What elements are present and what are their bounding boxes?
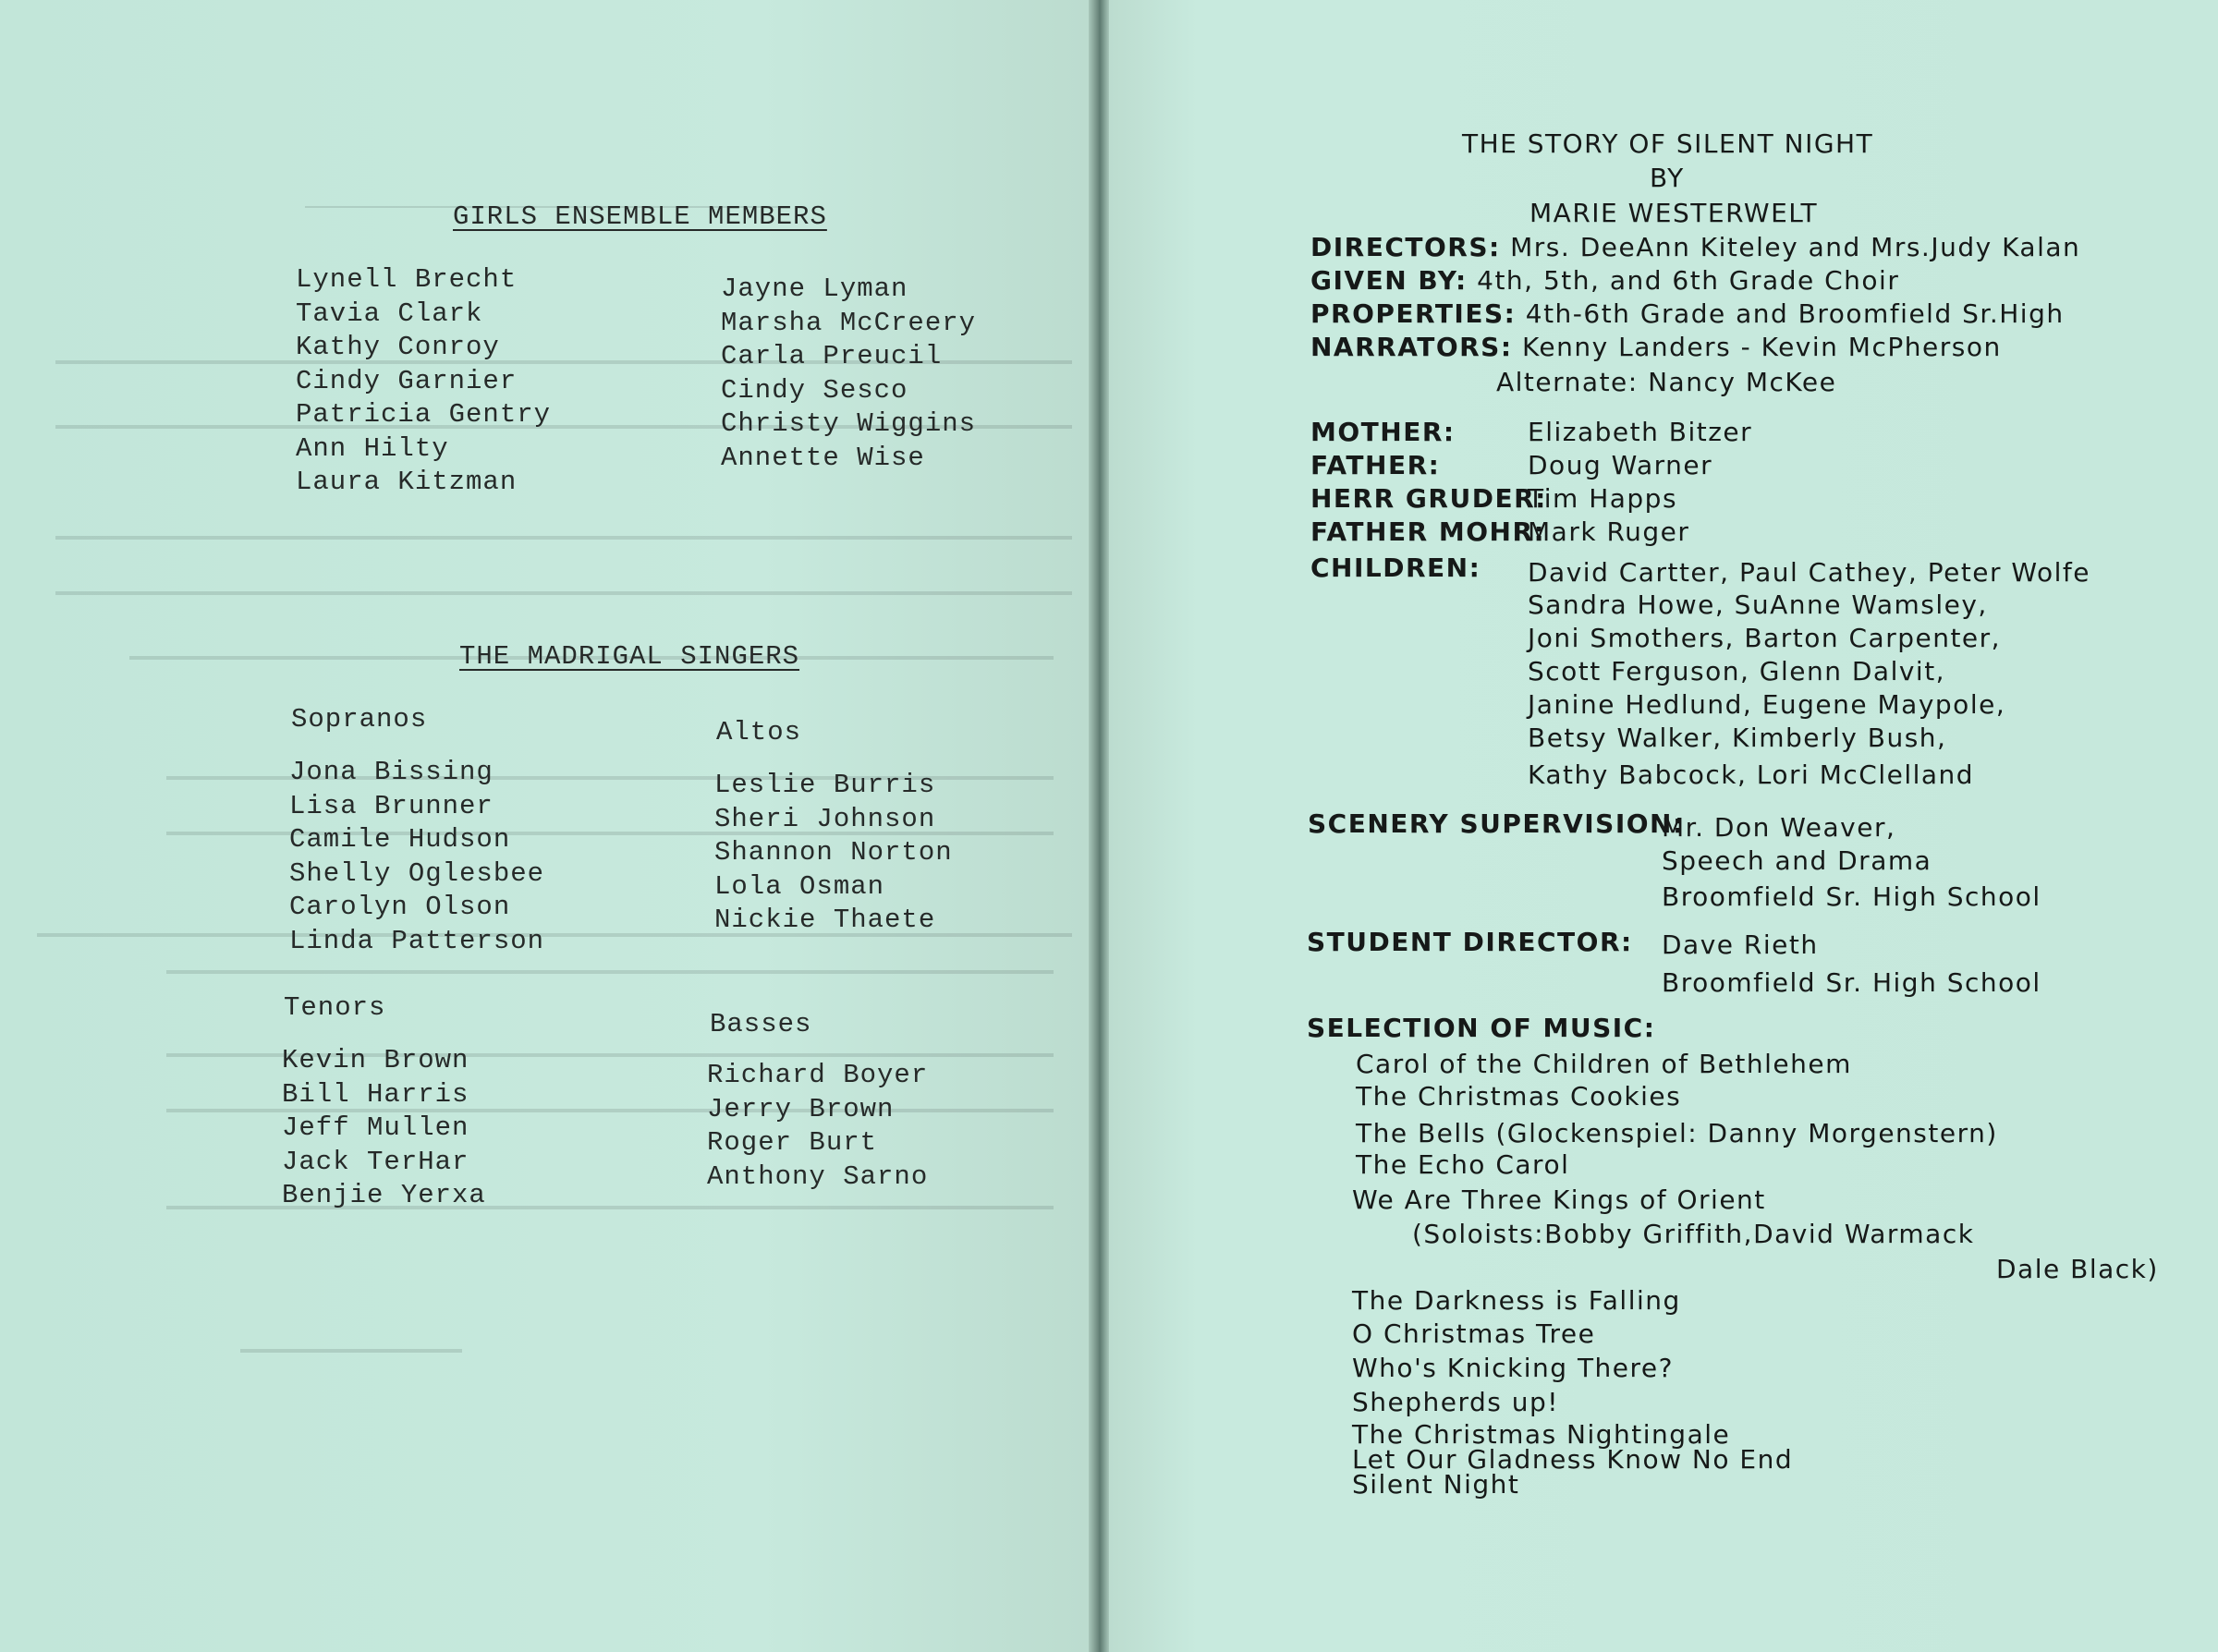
credit-properties <box>1310 298 2065 331</box>
credit-value: Mrs. DeeAnn Kiteley and Mrs.Judy Kalan <box>1510 232 2081 262</box>
girls-ensemble-heading: GIRLS ENSEMBLE MEMBERS <box>453 201 827 232</box>
music-item: The Bells (Glockenspiel: Danny Morgenstern) <box>1356 1118 1998 1148</box>
altos-list <box>714 769 953 938</box>
cast-name: Tim Happs <box>1528 483 1678 514</box>
madrigal-heading: THE MADRIGAL SINGERS <box>459 641 800 672</box>
credit-value: Kenny Landers - Kevin McPherson <box>1521 332 2002 362</box>
student-director-line: Broomfield Sr. High School <box>1662 967 2041 998</box>
list-item: Lola Osman <box>714 870 885 902</box>
tenors-label: Tenors <box>284 992 386 1023</box>
children-line: Betsy Walker, Kimberly Bush, <box>1528 723 1947 753</box>
basses-list <box>707 1059 928 1194</box>
list-item: Lynell Brecht <box>296 264 518 295</box>
list-item: Tavia Clark <box>296 298 483 329</box>
soloists: (Soloists:Bobby Griffith,David Warmack <box>1412 1219 1975 1249</box>
altos-label: Altos <box>716 717 802 747</box>
list-item: Cindy Garnier <box>296 365 518 396</box>
music-item: O Christmas Tree <box>1352 1318 1596 1349</box>
page-title: THE STORY OF SILENT NIGHT <box>1462 128 1874 159</box>
list-item: Laura Kitzman <box>296 467 518 497</box>
list-item: Nickie Thaete <box>714 905 936 935</box>
list-item: Cindy Sesco <box>721 374 908 406</box>
cast-name: Doug Warner <box>1528 450 1713 480</box>
cast-role: MOTHER: <box>1310 417 1456 447</box>
girls-ensemble-column-2 <box>721 273 976 475</box>
credit-value: 4th-6th Grade and Broomfield Sr.High <box>1525 298 2065 329</box>
credit-narrators <box>1310 331 2002 364</box>
sopranos-label: Sopranos <box>291 704 428 735</box>
list-item: Leslie Burris <box>714 770 936 800</box>
basses-label: Basses <box>710 1009 812 1039</box>
credit-label: NARRATORS: <box>1310 332 1513 362</box>
list-item: Linda Patterson <box>289 925 545 956</box>
list-item: Kathy Conroy <box>296 332 500 362</box>
cast-role: FATHER: <box>1310 450 1441 480</box>
list-item: Bill Harris <box>282 1078 469 1110</box>
children-line: Sandra Howe, SuAnne Wamsley, <box>1528 589 1988 620</box>
music-item: The Darkness is Falling <box>1352 1285 1681 1316</box>
list-item: Shannon Norton <box>714 837 953 868</box>
sopranos-list <box>289 756 544 958</box>
scenery-label: SCENERY SUPERVISION: <box>1308 808 1685 839</box>
cast-role: HERR GRUDER: <box>1310 483 1547 514</box>
list-item: Anthony Sarno <box>707 1160 929 1192</box>
cast-name: Elizabeth Bitzer <box>1528 417 1753 447</box>
soloists-cont: Dale Black) <box>1996 1254 2159 1284</box>
children-line: Janine Hedlund, Eugene Maypole, <box>1528 689 2006 720</box>
girls-ensemble-column-1 <box>296 263 551 500</box>
children-line: Joni Smothers, Barton Carpenter, <box>1528 623 2002 653</box>
credit-label: GIVEN BY: <box>1310 265 1468 296</box>
list-item: Camile Hudson <box>289 824 511 855</box>
list-item: Kevin Brown <box>282 1045 469 1075</box>
cast-name: Mark Ruger <box>1528 516 1690 547</box>
music-item: The Christmas Nightingale <box>1352 1419 1731 1450</box>
music-item: Let Our Gladness Know No End <box>1352 1444 1794 1475</box>
credit-label: DIRECTORS: <box>1310 232 1501 262</box>
children-line: Kathy Babcock, Lori McClelland <box>1528 759 1975 790</box>
list-item: Sheri Johnson <box>714 803 936 834</box>
credit-directors <box>1310 231 2080 264</box>
children-line: David Cartter, Paul Cathey, Peter Wolfe <box>1528 557 2090 588</box>
list-item: Patricia Gentry <box>296 399 552 430</box>
scenery-line: Mr. Don Weaver, <box>1662 812 1896 843</box>
credit-label: PROPERTIES: <box>1310 298 1517 329</box>
music-item: The Echo Carol <box>1356 1149 1570 1180</box>
children-label: CHILDREN: <box>1310 553 1481 583</box>
children-line: Scott Ferguson, Glenn Dalvit, <box>1528 656 1946 686</box>
music-item: We Are Three Kings of Orient <box>1352 1184 1766 1215</box>
credit-given-by <box>1310 264 1899 298</box>
music-item: Carol of the Children of Bethlehem <box>1356 1049 1852 1079</box>
music-label: SELECTION OF MUSIC: <box>1307 1013 1656 1043</box>
list-item: Marsha McCreery <box>721 307 977 338</box>
scenery-line: Broomfield Sr. High School <box>1662 881 2041 912</box>
music-item: Shepherds up! <box>1352 1387 1560 1417</box>
list-item: Jeff Mullen <box>282 1112 469 1143</box>
list-item: Jona Bissing <box>289 757 494 787</box>
student-director-label: STUDENT DIRECTOR: <box>1307 927 1633 957</box>
list-item: Richard Boyer <box>707 1060 929 1090</box>
scenery-line: Speech and Drama <box>1662 845 1932 876</box>
list-item: Shelly Oglesbee <box>289 857 545 889</box>
music-item: Who's Knicking There? <box>1352 1353 1675 1383</box>
list-item: Jayne Lyman <box>721 273 908 304</box>
credit-value: 4th, 5th, and 6th Grade Choir <box>1477 265 1900 296</box>
music-item: The Christmas Cookies <box>1356 1081 1682 1111</box>
author: MARIE WESTERWELT <box>1529 198 1819 228</box>
list-item: Annette Wise <box>721 442 925 473</box>
list-item: Roger Burt <box>707 1127 878 1158</box>
list-item: Christy Wiggins <box>721 408 977 439</box>
list-item: Ann Hilty <box>296 432 449 464</box>
list-item: Jerry Brown <box>707 1093 895 1124</box>
list-item: Benjie Yerxa <box>282 1180 486 1210</box>
tenors-list <box>282 1044 486 1213</box>
student-director-line: Dave Rieth <box>1662 929 1819 960</box>
cast-role: FATHER MOHR: <box>1310 516 1546 547</box>
list-item: Jack TerHar <box>282 1146 469 1177</box>
music-item: Silent Night <box>1352 1469 1520 1500</box>
center-fold <box>1089 0 1109 1652</box>
list-item: Carla Preucil <box>721 341 943 371</box>
list-item: Lisa Brunner <box>289 790 494 821</box>
list-item: Carolyn Olson <box>289 892 511 922</box>
by-line: BY <box>1650 163 1685 193</box>
alternate-narrator: Alternate: Nancy McKee <box>1496 367 1837 397</box>
